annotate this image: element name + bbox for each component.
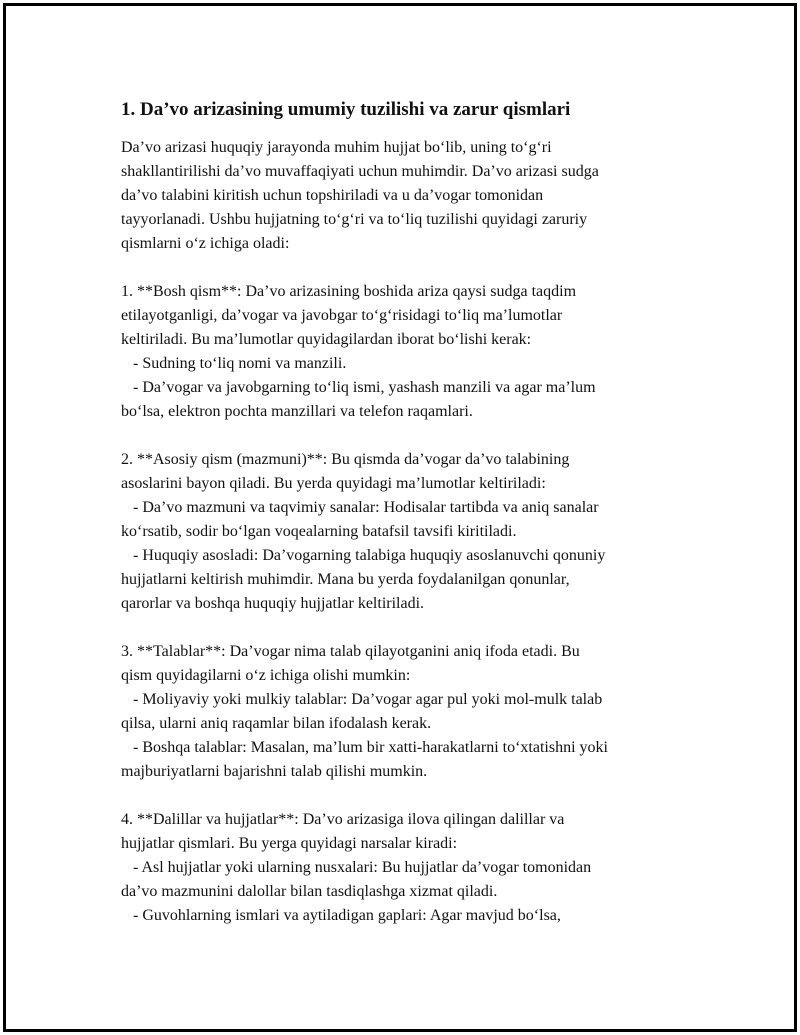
document-title: 1. Da’vo arizasining umumiy tuzilishi va zarur qismlari <box>121 99 571 120</box>
document-body: Da’vo arizasi huquqiy jarayonda muhim hujjat bo‘lib, uning to‘g‘ri shakllantirilishi da’vo muvaffaqiyati uchun muhimdir. Da’vo arizasi sudga da’vo talabini kiritish uchun topshiriladi va u da’vogar tomonidan tayyorlanadi. Ushbu hujjatning to‘g‘ri va to‘liq tuzilishi quyidagi zaruriy qismlarni o‘z ichiga oladi: 1. **Bosh qism**: Da’vo arizasining boshida ariza qaysi sudga taqdim etilayotganligi, da’vogar va javobgar to‘g‘risidagi to‘liq ma’lumotlar keltiriladi. Bu ma’lumotlar quyidagilardan iborat bo‘lishi kerak: - Sudning to‘liq nomi va manzili. - Da’vogar va javobgarning to‘liq ismi, yashash manzili va agar ma’lum bo‘lsa, elektron pochta manzillari va telefon raqamlari. 2. **Asosiy qism (mazmuni)**: Bu qismda da’vogar da’vo talabining asoslarini bayon qiladi. Bu yerda quyidagi ma’lumotlar keltiriladi: - Da’vo mazmuni va taqvimiy sanalar: Hodisalar tartibda va aniq sanalar ko‘rsatib, sodir bo‘lgan voqealarning batafsil tavsifi kiritiladi. - Huquqiy asosladi: Da’vogarning talabiga huquqiy asoslanuvchi qonuniy hujjatlarni keltirish muhimdir. Mana bu yerda foydalanilgan qonunlar, qarorlar va boshqa huquqiy hujjatlar keltiriladi. 3. **Talablar**: Da’vogar nima talab qilayotganini aniq ifoda etadi. Bu qism quyidagilarni o‘z ichiga olishi mumkin: - Moliyaviy yoki mulkiy talablar: Da’vogar agar pul yoki mol-mulk talab qilsa, ularni aniq raqamlar bilan ifodalash kerak. - Boshqa talablar: Masalan, ma’lum bir xatti-harakatlarni to‘xtatishni yoki majburiyatlarni bajarishni talab qilishi mumkin. 4. **Dalillar va hujjatlar**: Da’vo arizasiga ilova qilingan dalillar va hujjatlar qismlari. Bu yerga quyidagi narsalar kiradi: - Asl hujjatlar yoki ularning nusxalari: Bu hujjatlar da’vogar tomonidan da’vo mazmunini dalollar bilan tasdiqlashga xizmat qiladi. - Guvohlarning ismlari va aytiladigan gaplari: Agar mavjud bo‘lsa, <box>121 139 608 924</box>
document-content <box>121 98 701 928</box>
page-frame <box>3 3 797 1032</box>
